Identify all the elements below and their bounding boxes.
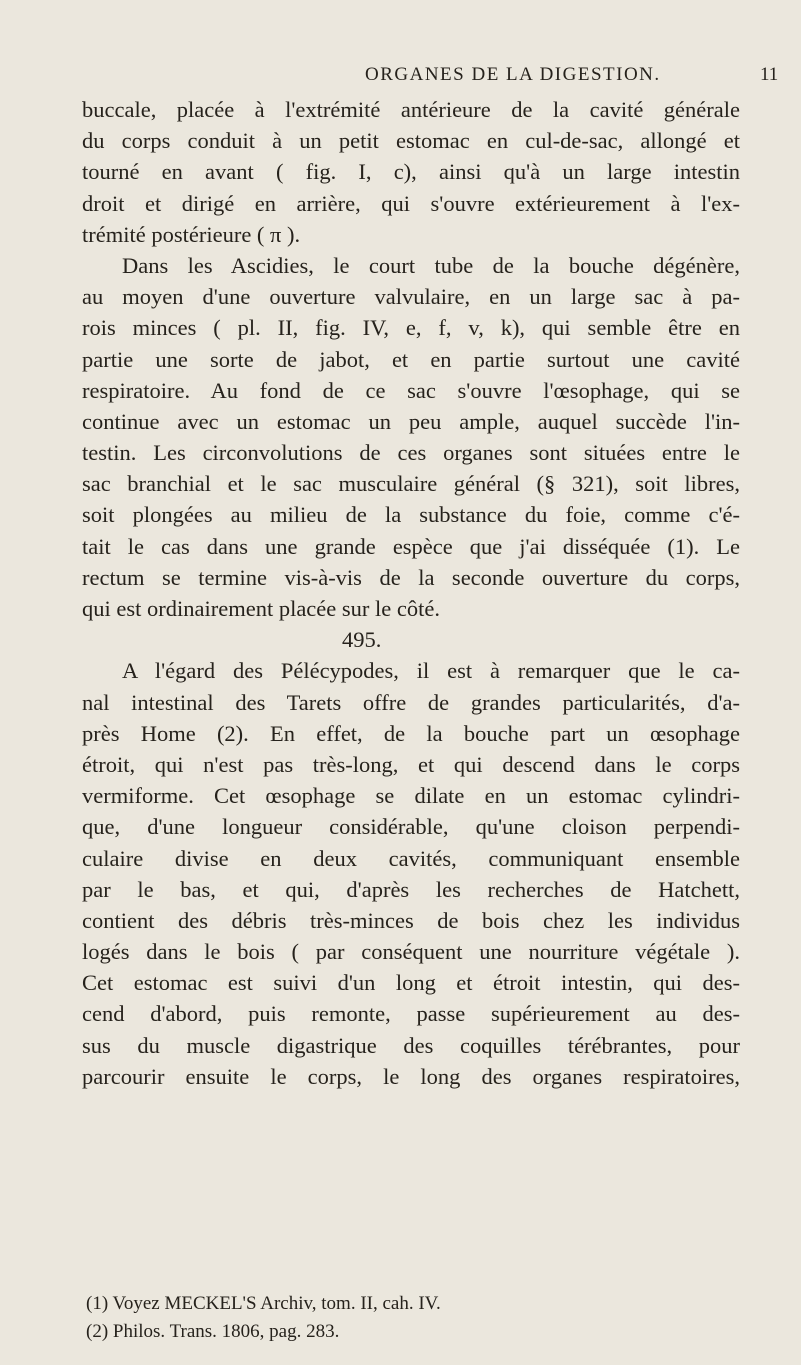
text-line: respiratoire. Au fond de ce sac s'ouvre l'œsophage, qui se [82, 377, 740, 403]
text-line: soit plongées au milieu de la substance du foie, comme c'é- [82, 502, 740, 528]
text-line: continue avec un estomac un peu ample, auquel succède l'in- [82, 408, 740, 434]
running-head: ORGANES DE LA DIGESTION. [365, 64, 661, 85]
footnote: (2) Philos. Trans. 1806, pag. 283. [86, 1321, 340, 1342]
text-line: A l'égard des Pélécypodes, il est à remarquer que le ca- [122, 658, 740, 684]
text-line: rois minces ( pl. II, fig. IV, e, f, v, k), qui semble être en [82, 315, 740, 341]
text-line: tourné en avant ( fig. I, c), ainsi qu'à un large intestin [82, 159, 740, 185]
text-line: Cet estomac est suivi d'un long et étroit intestin, qui des- [82, 970, 740, 996]
text-line: Dans les Ascidies, le court tube de la bouche dégénère, [122, 252, 740, 278]
text-line: logés dans le bois ( par conséquent une nourriture végétale ). [82, 939, 740, 965]
page-number: 11 [760, 64, 779, 85]
text-line: vermiforme. Cet œsophage se dilate en un estomac cylindri- [82, 783, 740, 809]
text-line: nal intestinal des Tarets offre de grandes particularités, d'a- [82, 689, 740, 715]
text-line: testin. Les circonvolutions de ces organes sont situées entre le [82, 440, 740, 466]
text-line: parcourir ensuite le corps, le long des organes respiratoires, [82, 1063, 740, 1089]
text-line: qui est ordinairement placée sur le côté. [82, 596, 440, 621]
text-line: près Home (2). En effet, de la bouche part un œsophage [82, 720, 740, 746]
text-line: contient des débris très-minces de bois chez les individus [82, 907, 740, 933]
section-number: 495. [342, 627, 382, 653]
text-line: rectum se termine vis-à-vis de la seconde ouverture du corps, [82, 564, 740, 590]
text-line: sac branchial et le sac musculaire général (§ 321), soit libres, [82, 471, 740, 497]
body-text [82, 94, 740, 1092]
footnote: (1) Voyez MECKEL'S Archiv, tom. II, cah. IV. [86, 1293, 441, 1314]
text-line: au moyen d'une ouverture valvulaire, en un large sac à pa- [82, 284, 740, 310]
text-line: par le bas, et qui, d'après les recherches de Hatchett, [82, 876, 740, 902]
text-line: buccale, placée à l'extrémité antérieure de la cavité générale [82, 97, 740, 122]
text-line: cend d'abord, puis remonte, passe supérieurement au des- [82, 1001, 740, 1027]
text-line: trémité postérieure ( π ). [82, 221, 301, 247]
text-line: étroit, qui n'est pas très-long, et qui descend dans le corps [82, 751, 740, 777]
footnotes [86, 1290, 736, 1346]
page-header [0, 64, 801, 94]
text-line: du corps conduit à un petit estomac en cul-de-sac, allongé et [82, 128, 740, 154]
text-line: culaire divise en deux cavités, communiquant ensemble [82, 845, 740, 871]
text-line: tait le cas dans une grande espèce que j'ai disséquée (1). Le [82, 533, 740, 559]
text-line: que, d'une longueur considérable, qu'une cloison perpendi- [82, 814, 740, 840]
text-line: droit et dirigé en arrière, qui s'ouvre extérieurement à l'ex- [82, 190, 740, 216]
text-line: sus du muscle digastrique des coquilles térébrantes, pour [82, 1032, 740, 1058]
text-line: partie une sorte de jabot, et en partie surtout une cavité [82, 346, 740, 372]
